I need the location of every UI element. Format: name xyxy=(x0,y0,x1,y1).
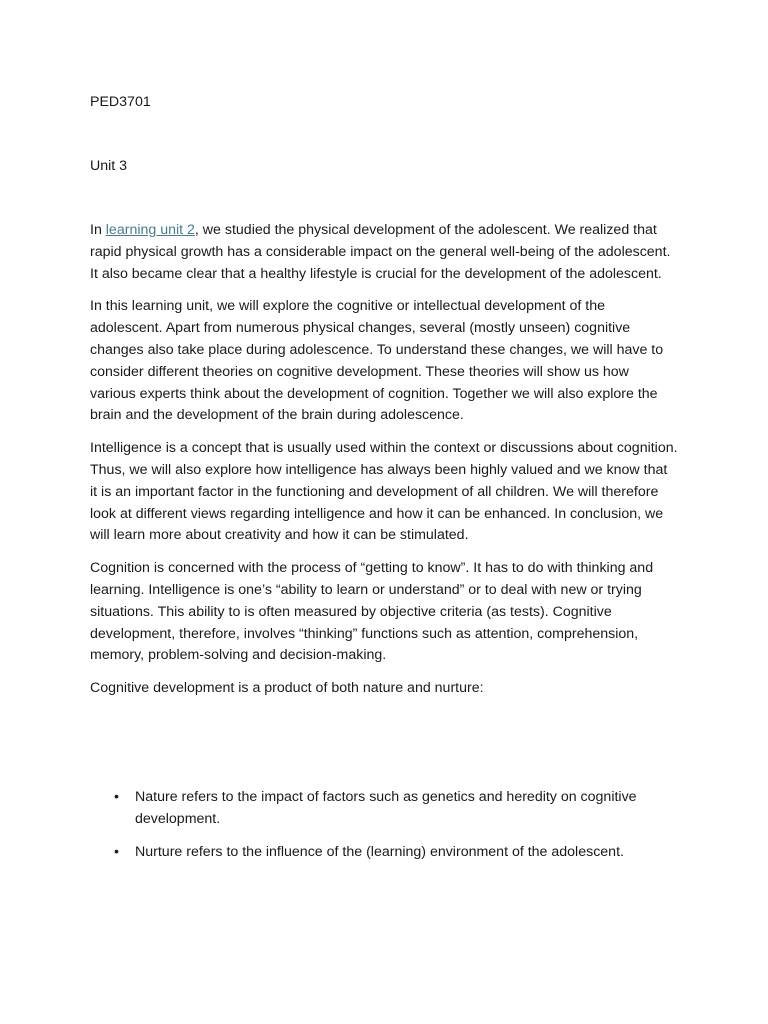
nature-nurture-list xyxy=(90,787,678,863)
list-item-text: Nurture refers to the influence of the (learning) environment of the adolescent. xyxy=(135,843,624,860)
paragraph-intro-suffix: , we studied the physical development of the adolescent. We realized that rapid physical growth has a considerable impact on the general well-being of the adolescent. It also became clear that a healthy lifestyle is crucial for the development of the adolescent. xyxy=(90,222,671,282)
list-item xyxy=(114,842,678,864)
paragraph-intelligence: Intelligence is a concept that is usually used within the context or discussions about cognition. Thus, we will also explore how intelligence has always been highly valued and we know that it is an important factor in the functioning and development of all children. We will therefore look at different views regarding intelligence and how it can be enhanced. In conclusion, we will learn more about creativity and how it can be stimulated. xyxy=(90,440,678,544)
paragraph-intro-prefix: In xyxy=(90,222,106,238)
paragraph-cognition: Cognition is concerned with the process of “getting to know”. It has to do with thinking and learning. Intelligence is one’s “ability to learn or understand” or to deal with new or trying situations. This ability to is often measured by objective criteria (as tests). Cognitive development, therefore, involves “thinking” functions such as attention, comprehension, memory, problem-solving and decision-making. xyxy=(90,560,654,664)
paragraph-cognitive-development: In this learning unit, we will explore the cognitive or intellectual development of the adolescent. Apart from numerous physical changes, several (mostly unseen) cognitive changes also take place during adolescence. To understand these changes, we will have to consider different theories on cognitive development. These theories will show us how various experts think about the development of cognition. Together we will also explore the brain and the development of the brain during adolescence. xyxy=(90,298,664,424)
list-item-text: Nature refers to the impact of factors such as genetics and heredity on cognitive development. xyxy=(135,788,637,827)
blank-space xyxy=(90,711,678,787)
bullet-glyph: • xyxy=(114,843,119,860)
learning-unit-2-link[interactable]: learning unit 2 xyxy=(105,222,195,238)
paragraph-intro xyxy=(90,220,678,285)
course-code: PED3701 xyxy=(90,94,151,110)
unit-label: Unit 3 xyxy=(90,158,128,174)
paragraph-nature-nurture: Cognitive development is a product of both nature and nurture: xyxy=(90,680,484,697)
list-item xyxy=(114,787,678,831)
bullet-glyph: • xyxy=(114,788,119,805)
